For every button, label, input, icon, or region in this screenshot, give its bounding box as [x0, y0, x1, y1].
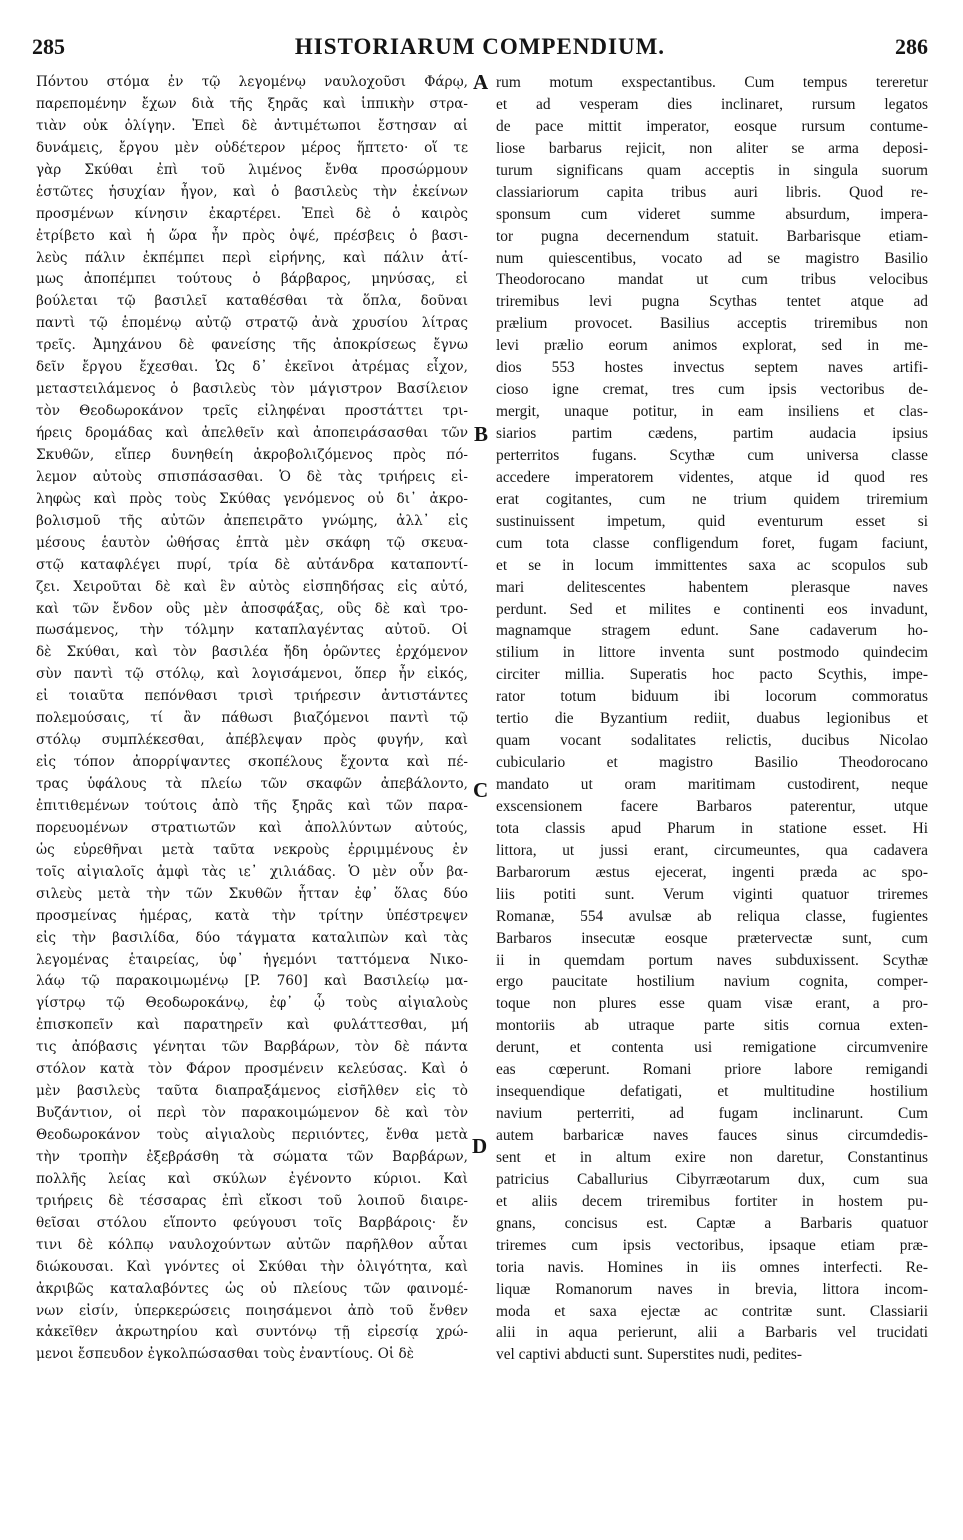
greek-text-line: τινι δὲ κόλπῳ ναυλοχούντων αὐτῶν παρῆλθον αὗται [36, 1236, 468, 1253]
greek-text-line: δεῖν ἔργου ἔχεσθαι. Ὡς δ᾽ ἐκεῖνοι ἀτρέμας εἶχον, [36, 359, 468, 376]
latin-text-line: triremes cum ipsis vectoribus, ipsaque etiam præ- [496, 1236, 928, 1254]
margin-marker-b: B [474, 422, 489, 446]
greek-text-line: παρεπομένην ἔχων διὰ τῆς ξηρᾶς καὶ ἱππικὴν στρα- [36, 95, 468, 112]
latin-text-line: et aliis decem triremibus fortiter in hostem pu- [496, 1192, 928, 1210]
latin-text-line: et se in locum immittentes saxa ac scopulos sub [496, 556, 928, 574]
greek-text-line: τοῖς αἰγιαλοῖς ἀμφὶ τὰς ιε᾽ χιλιάδας. Ὁ μὲν οὖν βα- [36, 863, 468, 880]
greek-text-line: προσμείνας ἡμέρας, κατὰ τὴν τρίτην ὑπέστρεψεν [36, 907, 468, 924]
latin-text-line: navium perterriti, ad fugam inclinarunt. Cum [496, 1105, 928, 1123]
greek-text-line: τὸν Θεοδωροκάνον τρεῖς εἰληφέναι προστάττει τρι- [36, 403, 468, 420]
greek-text-line: νων εἰσίν, ὑπερκερώσεις ποιησάμενοι ἀπὸ τοῦ ἔνθεν [36, 1302, 468, 1319]
latin-text-line: mandato ut oram maritimam custodirent, neque [496, 776, 928, 793]
greek-text-line: βούλεται τῷ βασιλεῖ καταθέσθαι τὰ ὅπλα, δοῦναι [36, 293, 468, 310]
greek-text-line: τὴν τροπὴν ἐξεβράσθη τὰ σώματα τῶν Βαρβάρων, [36, 1148, 468, 1165]
greek-text-line: παντὶ τῷ ἑπομένῳ αὐτῷ στρατῷ ἀνὰ χρυσίου λίτρας [36, 315, 468, 332]
greek-text-line: πολεμούσαις, τί ἂν πάθωσι βιαζόμενοι παντὶ τῷ [36, 710, 468, 727]
greek-text-line: στόλῳ συμπλέκεσθαι, ἀπέβλεψαν πρὸς φυγήν, καὶ [36, 732, 468, 749]
latin-text-line: Barbaros insecutæ eosque prætervectæ sunt, cum [496, 929, 928, 947]
greek-text-line: ζει. Χειροῦται δὲ καὶ ἓν αὐτὸς εἰσπηδήσας εἰς αὐτό, [36, 578, 468, 595]
latin-text-line: perdunt. Sed et milites e continenti eos invadunt, [496, 600, 928, 618]
greek-text-line: Πόντου στόμα ἐν τῷ λεγομένῳ ναυλοχοῦσι Φάρῳ, [36, 74, 468, 90]
greek-text-line: τρεῖς. Ἀμηχάνου δὲ φανείσης τῆς ἀποκρίσεως ἔγνω [36, 337, 468, 354]
greek-text-line: δυνάμεις, ἔργου μὲν οὐδέτερον μέρος ἥπτετο· οἵ τε [36, 139, 468, 156]
greek-text-line: μως ἀποπέμπει τούτους ὁ βάρβαρος, μηνύσας, εἰ [36, 271, 468, 288]
greek-text-line: Βυζάντιον, οἱ περὶ τὸν παρακοιμώμενον δὲ καὶ τὸν [36, 1105, 468, 1122]
latin-text-line: Theodorocano mandat ut cum tribus velocibus [496, 271, 928, 289]
greek-text-line: μὲν βασιλεὺς ταῦτα διαπραξάμενος εἰσῆλθεν εἰς τὸ [36, 1083, 468, 1100]
greek-text-line: γὰρ Σκύθαι ἐπὶ τοῦ λιμένος ἔνθα προσώρμουν [36, 161, 468, 178]
latin-text-line: de pace mittit imperator, eosque rursum contume- [496, 117, 928, 135]
greek-text-line: Σκυθῶν, εἴπερ δυνηθείη ἀκροβολιζόμενος πρὸς πό- [36, 446, 468, 463]
greek-text-line: ἐπισκοπεῖν καὶ παρατηρεῖν καὶ φυλάττεσθαι, μή [36, 1017, 468, 1034]
greek-text-line: εἰς τὴν βασιλίδα, δύο τάγματα καταλιπὼν καὶ τὰς [36, 929, 468, 946]
latin-text-line: magnamque stragem edunt. Sane cadaverum ho- [496, 622, 928, 640]
greek-text-line: τιὰν οὐκ ὀλίγην. Ἐπεὶ δὲ ἀντιμέτωποι ἔστησαν αἱ [36, 117, 468, 134]
greek-text-line: γίστρῳ τῷ Θεοδωροκάνῳ, ἐφ᾽ ᾧ τοὺς αἰγιαλοὺς [36, 995, 468, 1012]
latin-text-line: moda et saxa ejectæ ac contritæ sunt. Classiarii [496, 1302, 928, 1320]
greek-text-line: τις ἀπόβασις γένηται τῶν Βαρβάρων, τὸν δὲ πάντα [36, 1039, 468, 1056]
latin-text-line: tor pugna decernendum statuit. Barbarisque etiam- [496, 227, 928, 245]
latin-text-line: quam vocant sodalitates relictis, ducibus Nicolao [496, 732, 928, 750]
latin-text-line: toque non plures esse quam visæ erant, a pro- [496, 995, 928, 1013]
greek-text-line: μεταστειλάμενος ὁ βασιλεὺς τὸν μάγιστρον Βασίλειον [36, 381, 468, 398]
greek-text-line: στόλον κατὰ τὸν Φάρον προσμένειν κελεύσας. Καὶ ὁ [36, 1061, 468, 1078]
greek-text-line: θεῖσαι στόλου εἵποντο φεύγουσι τοῖς Βαρβάροις· ἔν [36, 1214, 468, 1231]
latin-text-line: Romanæ, 554 avulsæ ab reliqua classe, fugientes [496, 907, 928, 925]
greek-text-line: ληφὼς καὶ πρὸς τοὺς Σκύθας γενόμενος οὐ δι᾽ ἀκρο- [36, 490, 468, 507]
greek-text-line: προσμένων κίνησιν ἐκαρτέρει. Ἐπεὶ δὲ ὁ καιρὸς [36, 205, 468, 222]
latin-text-line: littora, ut jussi erant, circumeuntes, qua cadavera [496, 841, 928, 859]
greek-text-line: βολισμοῦ τῆς αὐτῶν ἀπεπειρᾶτο γνώμης, ἀλλ᾽ εἰς [36, 512, 468, 529]
greek-text-line: σὺν παντὶ τῷ στόλῳ, καὶ λογισάμενοι, ὅπερ ἦν εἰκός, [36, 666, 468, 683]
latin-text-line: tertio die Byzantium rediit, duabus legionibus et [496, 710, 928, 728]
page-header [32, 34, 928, 64]
latin-text-line: ergo paucitate hostilium navium cognita, comper- [496, 973, 928, 991]
greek-text-line: κἀκεῖθεν ἀκρωτηρίου καὶ συντόνῳ τῇ εἰρεσίᾳ χρώ- [36, 1324, 468, 1341]
page-number-left: 285 [32, 34, 65, 59]
greek-text-line: εἰς τόπον ἀπορρίψαντες σκοπέλους ἔχοντα καὶ πέ- [36, 754, 468, 771]
latin-text-line: toria navis. Homines in iis omnes interfecti. Re- [496, 1258, 928, 1276]
greek-text-line: Θεοδωροκάνον τοὺς αἰγιαλοὺς περιιόντες, ἔνθα μετὰ [36, 1127, 468, 1143]
latin-text-line: turum significans quam acceptis in singula suorum [496, 161, 928, 179]
greek-text-line: λεὺς πάλιν ἐκπέμπει περὶ εἰρήνης, καὶ πάλιν ἀτί- [36, 249, 468, 266]
greek-text-line: πωσάμενος, τὴν τόλμην καταπλαγέντας αὐτοῦ. Οἱ [36, 622, 468, 639]
latin-text-line: mari delitescentes habentem plerasque naves [496, 578, 928, 596]
latin-text-line: siarios partim cædens, partim audacia ipsius [496, 425, 928, 442]
greek-text-line: λεμον αὐτοὺς σπισπάσασθαι. Ὁ δὲ τὰς τριήρεις εἰ- [36, 468, 468, 485]
latin-text-line: accedere imperatorem videntes, atque id quod res [496, 468, 928, 486]
greek-text-line: σιλεὺς μετὰ τὴν τῶν Σκυθῶν ἧτταν ἐφ᾽ ὅλας δύο [36, 885, 468, 902]
latin-text-line: prælium provocet. Basilius acceptis triremibus non [496, 315, 928, 333]
greek-text-line: τρας ὑφάλους τὰ πλείω τῶν σκαφῶν ἀπεβάλοντο, [36, 776, 468, 792]
latin-text-line: liis potiti sunt. Verum viginti quatuor triremes [496, 885, 928, 903]
greek-text-line: διώκουσαι. Καὶ γνόντες οἱ Σκύθαι τὴν ὀλιγότητα, καὶ [36, 1258, 468, 1275]
greek-text-line: ὡς εὑρεθῆναι μετὰ ταῦτα νεκροὺς ἐρριμμένους ἐν [36, 841, 468, 858]
greek-text-line: ἀκριβῶς καταλαβόντες ὡς οὐ πλείους τῶν φαινομέ- [36, 1280, 468, 1297]
greek-text-line: ἐπιτιθεμένων τούτοις ἀπὸ τῆς ξηρᾶς καὶ τῶν παρα- [36, 797, 468, 814]
latin-text-line: rator totum biduum ibi locorum commoratus [496, 688, 928, 706]
latin-text-line: levi prælio eorum animos explorat, sed in me- [496, 337, 928, 355]
greek-text-line: εἰ τοιαῦτα πεπόνθασι τρισὶ τριήρεσιν ἀντιστάντες [36, 688, 468, 705]
latin-text-line: exscensionem facere Barbaros paterentur, utque [496, 797, 928, 815]
greek-text-line: μέσους ἑαυτὸν ὠθήσας ἑπτὰ μὲν σκάφη τῷ σκευα- [36, 534, 468, 551]
latin-text-line: gnans, concisus est. Captæ a Barbaris quatuor [496, 1214, 928, 1232]
latin-text-line: stilium in littore inventa sunt postmodo quindecim [496, 644, 928, 662]
latin-text-line: cioso igne cremat, tres cum ipsis vectoribus de- [496, 381, 928, 399]
greek-text-column [36, 72, 468, 1366]
latin-text-line: circiter millia. Superatis hoc pacto Scythis, impe- [496, 666, 928, 684]
greek-text-line: λάῳ τῷ παρακοιμωμένῳ [P. 760] καὶ Βασιλείῳ μα- [36, 973, 468, 990]
latin-text-line: ii in quemdam portum naves subduxissent. Scythæ [496, 951, 928, 969]
latin-text-line: insequendique defatigati, et multitudine hostilium [496, 1083, 928, 1101]
latin-text-line: sent et in altum exire non daretur, Constantinus [496, 1148, 928, 1166]
latin-text-line: cum tota classe confligendum foret, fugam faciunt, [496, 534, 928, 552]
latin-text-line: triremibus levi pugna Scythas tentet atque ad [496, 293, 928, 311]
greek-text-line: μενοι ἔσπευδον ἐγκολπώσασθαι τοὺς ἐναντίους. Οἱ δὲ [36, 1346, 414, 1363]
running-title: HISTORIARUM COMPENDIUM. [294, 34, 666, 59]
latin-text-line: mergit, unaque potitur, in eam insiliens et clas- [496, 403, 928, 421]
latin-text-line: erat cogitantes, cum ne trium quidem triremium [496, 490, 928, 508]
greek-text-line: τριήρεις δὲ τέσσαρας ἐπὶ εἴκοσι τοῦ λοιποῦ διαιρε- [36, 1192, 468, 1209]
latin-text-line: derunt, et contenta usi remigatione circumvenire [496, 1039, 928, 1057]
latin-text-line: sustinuissent impetum, quid eventurum esset si [496, 512, 928, 530]
latin-text-line: sponsum cum videret summe absurdum, impera- [496, 205, 928, 223]
latin-text-line: tota classis apud Pharum in statione esset. Hi [496, 819, 928, 837]
greek-text-line: λεγομένας ἑταιρείας, ὑφ᾽ ἡγεμόνι ταττόμενα Νικο- [36, 951, 468, 968]
latin-text-line: dios 553 hostes invectus septem naves artifi- [496, 359, 928, 377]
latin-text-column [496, 72, 928, 1366]
greek-text-line: ἐτρίβετο καὶ ἡ ὥρα ἦν πρὸς ὀψέ, πρέσβεις ὁ βασι- [36, 227, 468, 244]
page-number-right: 286 [895, 34, 928, 59]
latin-text-line: et ad vesperam dies inclinaret, rursum legatos [496, 95, 928, 113]
greek-text-line: ήρεις δρομάδας καὶ ἀπελθεῖν καὶ ἀποπειράσασθαι τῶν [36, 425, 468, 441]
latin-text-line: montoriis ab utraque parte sitis cornua exten- [496, 1017, 928, 1035]
latin-text-line: autem barbaricæ naves fauces sinus circumdedis- [496, 1127, 928, 1144]
latin-text-line: rum motum exspectantibus. Cum tempus tereretur [496, 74, 928, 91]
margin-marker-c: C [473, 778, 489, 802]
latin-text-line: liose barbarus rejicit, non aliter se arma deposi- [496, 139, 928, 157]
latin-text-line: classiariorum capita tribus auri libris. Quod re- [496, 183, 928, 201]
latin-text-line: perterritos fugans. Scythæ cum universa classe [496, 446, 928, 464]
latin-text-line: alii in aqua perierunt, alii a Barbaris vel trucidati [496, 1324, 928, 1342]
greek-text-line: δὲ Σκύθαι, καὶ τὸν βασιλέα ἤδη ὁρῶντες ἐρχόμενον [36, 644, 468, 661]
greek-text-line: ἑστῶτες ἡσυχίαν ἦγον, καὶ ὁ βασιλεὺς τὴν ἐκείνων [36, 183, 468, 200]
greek-text-line: καὶ τῶν ἔνδον οὓς μὲν ἀποσφάξας, οὓς δὲ καὶ τρο- [36, 600, 468, 617]
latin-text-line: Barbarorum æstus ejecerat, ingenti præda ac spo- [496, 863, 928, 881]
greek-text-line: πορευομένων στρατιωτῶν καὶ ἀπολλύντων αὐτούς, [36, 819, 468, 836]
latin-text-line: num quiescentibus, vocato ad se magistro Basilio [496, 249, 928, 267]
greek-text-line: πολλῆς λείας καὶ σκύλων ἐγένοντο κύριοι. Καὶ [36, 1170, 468, 1187]
latin-text-line: patricius Caballurius Cibyrræotarum dux, cum sua [496, 1170, 928, 1188]
latin-text-line: liquæ Romanorum naves in brevia, littora incom- [496, 1280, 928, 1298]
latin-text-line: cubiculario et magistro Basilio Theodorocano [496, 754, 928, 772]
margin-marker-a: A [473, 70, 489, 94]
margin-marker-d: D [472, 1134, 488, 1158]
latin-text-line: vel captivi abducti sunt. Superstites nudi, pedites- [496, 1346, 803, 1364]
latin-text-line: eas cœperunt. Romani priore labore remigandi [496, 1061, 928, 1079]
greek-text-line: στῷ καταφλέγει πυρί, τρία δὲ αὐτάνδρα καταποντί- [36, 556, 468, 573]
